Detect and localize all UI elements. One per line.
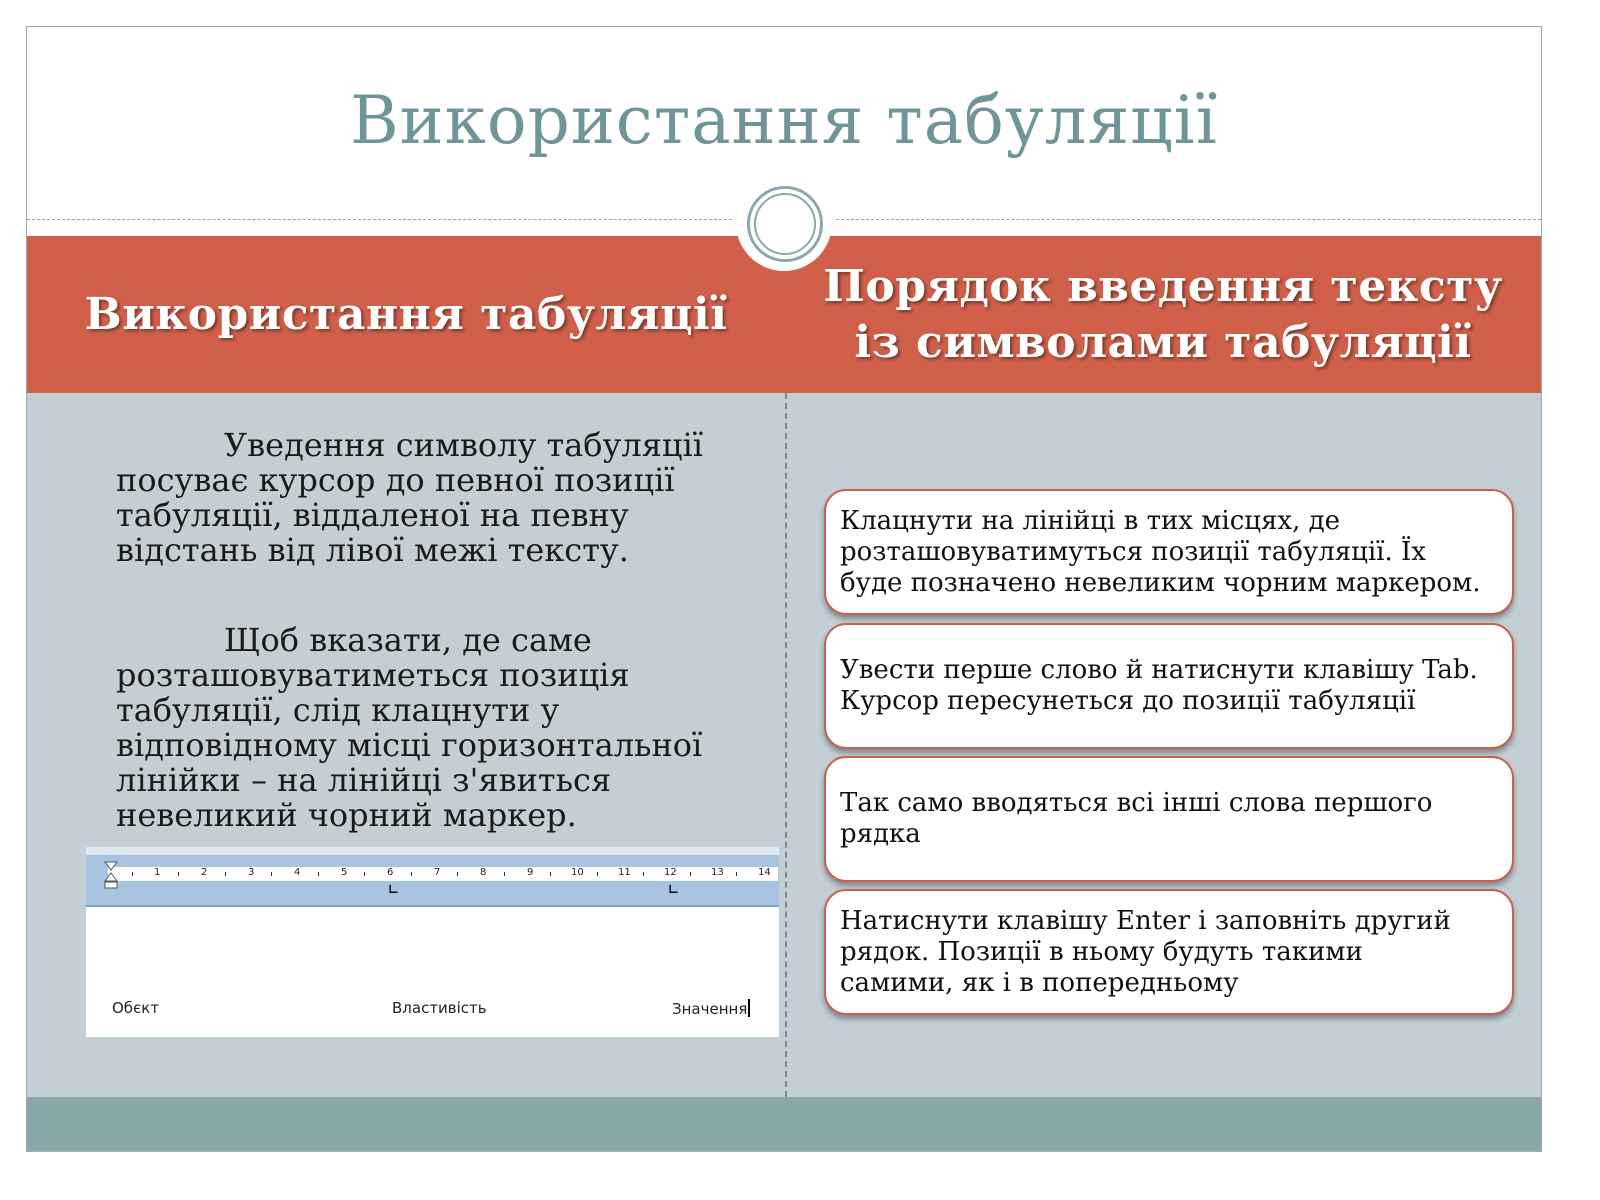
ruler-tick: [457, 872, 458, 876]
step-4-line-1: Натиснути клавішу Enter і заповніть другий: [840, 905, 1451, 936]
ruler-number: 13: [711, 867, 724, 878]
example-word-value: [672, 999, 750, 1018]
step-3-line-2: рядка: [840, 819, 921, 849]
paragraph-2-line-2: розташовуватиметься позиція: [116, 656, 630, 694]
step-box-4: [824, 889, 1514, 1015]
horizontal-ruler[interactable]: [86, 855, 779, 907]
paragraph-2: [116, 623, 736, 833]
ruler-tick: [504, 872, 505, 876]
step-1-line-3: буде позначено невеликим чорним маркером.: [840, 567, 1481, 598]
paragraph-2-line-3: табуляції, слід клацнути у: [116, 691, 560, 729]
step-box-2: [824, 623, 1514, 749]
ruler-number: 14: [758, 867, 771, 878]
example-word-object: Обєкт: [112, 999, 160, 1017]
step-1-line-2: розташовуватимуться позиції табуляції. Їх: [840, 536, 1426, 567]
paragraph-2-line-4: відповідному місці горизонтальної: [116, 726, 703, 764]
example-word-value-text: Значення: [672, 1000, 748, 1018]
paragraph-1-line-2: посуває курсор до певної позиції: [116, 461, 675, 499]
paragraph-1-line-3: табуляції, віддаленої на певну: [116, 496, 629, 534]
ruler-number: 5: [341, 867, 348, 878]
slide-title: Використання табуляції: [350, 82, 1218, 159]
ruler-number: 3: [248, 867, 255, 878]
step-box-1: [824, 489, 1514, 615]
step-4-line-3: самими, як і в попередньому: [840, 967, 1239, 998]
tab-stop-marker[interactable]: ∟: [668, 883, 679, 898]
step-2-line-2: Курсор пересунеться до позиції табуляції: [840, 686, 1416, 716]
ruler-tick: [178, 872, 179, 876]
ruler-number: 4: [294, 867, 301, 878]
ruler-tick: [643, 872, 644, 876]
paragraph-1-line-1: Уведення символу табуляції: [224, 426, 703, 464]
step-1-line-1: Клацнути на лінійці в тих місцях, де: [840, 505, 1341, 536]
ruler-number: 10: [571, 867, 584, 878]
ruler-number: 8: [480, 867, 487, 878]
ruler-number: 7: [434, 867, 441, 878]
step-4-line-2: рядок. Позиції в ньому будуть такими: [840, 936, 1363, 967]
ruler-screenshot: [86, 847, 779, 1037]
title-divider-left: [27, 219, 732, 220]
footer-bar: [27, 1097, 1541, 1151]
ruler-number: 11: [618, 867, 631, 878]
paragraph-1-line-4: відстань від лівої межі тексту.: [116, 531, 629, 569]
step-box-3: [824, 756, 1514, 882]
ruler-tick: [318, 872, 319, 876]
right-column-header: [785, 236, 1541, 393]
text-cursor: [748, 999, 750, 1017]
tab-stop-marker[interactable]: ∟: [388, 883, 399, 898]
paragraph-1: [116, 428, 736, 568]
right-header-line-1: Порядок введення тексту: [823, 260, 1503, 312]
ruler-number: 2: [201, 867, 208, 878]
ruler-tick: [225, 872, 226, 876]
ruler-tick: [736, 872, 737, 876]
ruler-number: 12: [664, 867, 677, 878]
ruler-tick: [132, 872, 133, 876]
ruler-number: 6: [387, 867, 394, 878]
paragraph-2-line-1: Щоб вказати, де саме: [224, 621, 592, 659]
ruler-top-edge: [86, 847, 779, 855]
ruler-tick: [271, 872, 272, 876]
ruler-scale: [108, 867, 778, 898]
step-3-line-1: Так само вводяться всі інші слова першого: [840, 788, 1433, 818]
paragraph-2-line-6: невеликий чорний маркер.: [116, 796, 577, 834]
example-word-property: Властивість: [392, 999, 487, 1017]
step-2-line-1: Увести перше слово й натиснути клавішу Tab.: [840, 655, 1478, 685]
ruler-tick: [597, 872, 598, 876]
ruler-tick: [690, 872, 691, 876]
paragraph-2-line-5: лінійки – на лінійці з'явиться: [116, 761, 612, 799]
title-divider-right: [836, 219, 1541, 220]
ruler-number: 9: [527, 867, 534, 878]
ruler-tick: [550, 872, 551, 876]
right-header-line-2: із символами табуляції: [854, 316, 1472, 368]
indent-marker-icon[interactable]: [104, 861, 118, 891]
left-column-header: Використання табуляції: [84, 289, 728, 340]
ruler-number: 1: [154, 867, 161, 878]
column-divider: [785, 393, 787, 1097]
slide: [26, 26, 1542, 1152]
ruler-tick: [411, 872, 412, 876]
ruler-tick: [364, 872, 365, 876]
